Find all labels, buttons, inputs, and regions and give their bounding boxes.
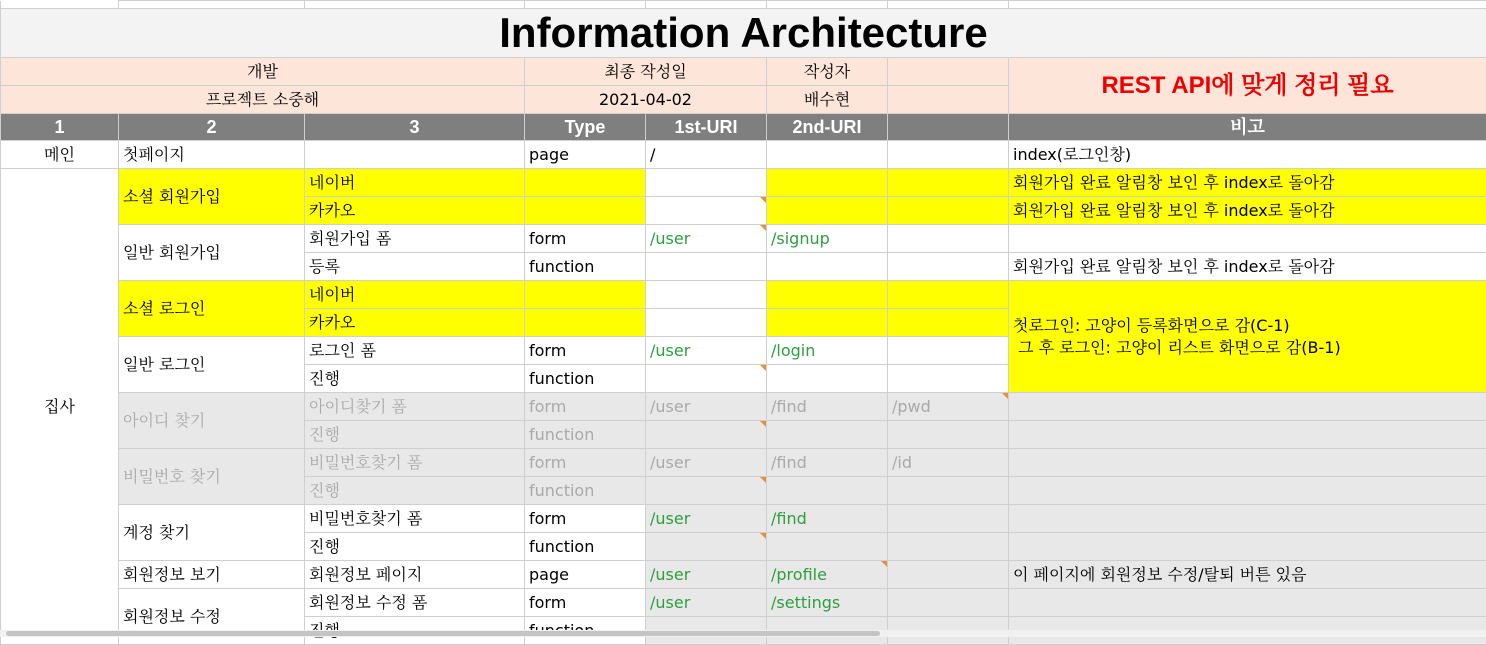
empty-meta-cell[interactable] [888, 86, 1009, 114]
cell-uri2[interactable] [767, 365, 888, 393]
cell-profile-page[interactable]: 회원정보 페이지 [305, 561, 525, 589]
cell-uri3[interactable] [888, 141, 1009, 169]
cell-type[interactable] [525, 197, 646, 225]
cell-remark[interactable]: 이 페이지에 회원정보 수정/탈퇴 버튼 있음 [1009, 561, 1486, 589]
cell-profile-edit[interactable]: 회원정보 수정 [119, 589, 305, 645]
cell-type[interactable]: function [525, 365, 646, 393]
cell-type[interactable]: function [525, 533, 646, 561]
cell-naver[interactable]: 네이버 [305, 169, 525, 197]
cell-type[interactable] [525, 169, 646, 197]
cell-uri1[interactable]: /user [646, 589, 767, 617]
cell-uri2[interactable]: /find [767, 449, 888, 477]
cell-type[interactable]: page [525, 561, 646, 589]
cell-general-login[interactable]: 일반 로그인 [119, 337, 305, 393]
table-row [1, 505, 1486, 533]
cell-uri3[interactable] [888, 197, 1009, 225]
column-header-blank[interactable] [888, 114, 1009, 141]
cell-register[interactable]: 등록 [305, 253, 525, 281]
table-row [1, 393, 1486, 421]
column-header-2nd-uri[interactable]: 2nd-URI [767, 114, 888, 141]
author-label-cell[interactable]: 작성자 [767, 58, 888, 86]
cell-main[interactable]: 메인 [1, 141, 119, 169]
cell-type[interactable]: page [525, 141, 646, 169]
table-row [1, 225, 1486, 253]
last-date-cell[interactable]: 2021-04-02 [525, 86, 767, 114]
cell-uri1[interactable]: /user [646, 225, 767, 253]
cell-uri3[interactable] [888, 561, 1009, 589]
horizontal-scrollbar[interactable] [0, 630, 1486, 637]
cell-uri2[interactable] [767, 197, 888, 225]
cell-uri2[interactable] [767, 141, 888, 169]
table-row [1, 561, 1486, 589]
table-row [1, 281, 1486, 309]
empty-meta-cell[interactable] [888, 58, 1009, 86]
column-header-remark[interactable]: 비고 [1009, 114, 1486, 141]
cell-remark[interactable] [1009, 421, 1486, 449]
column-header-type[interactable]: Type [525, 114, 646, 141]
cell-type[interactable]: form [525, 337, 646, 365]
login-remark-line1: 첫로그인: 고양이 등록화면으로 감(C-1) [1013, 316, 1290, 335]
cell-uri1[interactable]: /user [646, 393, 767, 421]
cell-remark[interactable] [1009, 225, 1486, 253]
cell-uri2[interactable] [767, 533, 888, 561]
cell-uri2[interactable] [767, 281, 888, 309]
cell-type[interactable]: form [525, 449, 646, 477]
cell-uri2[interactable]: /profile [767, 561, 888, 589]
cell-uri3[interactable] [888, 337, 1009, 365]
cell-proceed[interactable]: 진행 [305, 533, 525, 561]
cell-uri2[interactable] [767, 421, 888, 449]
cell-uri3[interactable] [888, 477, 1009, 505]
cell-uri1[interactable]: / [646, 141, 767, 169]
cell-uri2[interactable] [767, 309, 888, 337]
cell-social-login[interactable]: 소셜 로그인 [119, 281, 305, 337]
project-name-cell[interactable]: 프로젝트 소중해 [1, 86, 525, 114]
cell-uri3[interactable]: /pwd [888, 393, 1009, 421]
cell-uri3[interactable] [888, 589, 1009, 617]
rest-api-note-cell[interactable]: REST API에 맞게 정리 필요 [1009, 58, 1486, 114]
column-header-3[interactable]: 3 [305, 114, 525, 141]
scrollbar-thumb[interactable] [6, 631, 880, 636]
cell-naver[interactable]: 네이버 [305, 281, 525, 309]
cell-uri2[interactable] [767, 169, 888, 197]
cell-remark[interactable]: 회원가입 완료 알림창 보인 후 index로 돌아감 [1009, 197, 1486, 225]
cell-proceed[interactable]: 진행 [305, 365, 525, 393]
cell-uri2[interactable] [767, 253, 888, 281]
cell-uri1[interactable] [646, 421, 767, 449]
cell-empty[interactable] [305, 141, 525, 169]
cell-login-form[interactable]: 로그인 폼 [305, 337, 525, 365]
cell-find-id[interactable]: 아이디 찾기 [119, 393, 305, 449]
cell-find-pw-form[interactable]: 비밀번호찾기 폼 [305, 449, 525, 477]
cell-type[interactable]: function [525, 421, 646, 449]
cell-uri1[interactable] [646, 533, 767, 561]
cell-remark[interactable]: index(로그인창) [1009, 141, 1486, 169]
cell-uri1[interactable]: /user [646, 561, 767, 589]
last-date-label-cell[interactable]: 최종 작성일 [525, 58, 767, 86]
cell-uri1[interactable]: /user [646, 449, 767, 477]
cell-remark[interactable] [1009, 393, 1486, 421]
author-cell[interactable]: 배수현 [767, 86, 888, 114]
cell-type[interactable]: form [525, 225, 646, 253]
cell-type[interactable] [525, 309, 646, 337]
cell-remark[interactable]: 회원가입 완료 알림창 보인 후 index로 돌아감 [1009, 253, 1486, 281]
cell-uri2[interactable]: /signup [767, 225, 888, 253]
cell-uri2[interactable]: /find [767, 505, 888, 533]
cell-uri1[interactable] [646, 365, 767, 393]
cell-uri2[interactable]: /settings [767, 589, 888, 617]
cell-type[interactable] [525, 281, 646, 309]
sheet-title[interactable]: Information Architecture [1, 9, 1486, 58]
table-row [1, 589, 1486, 617]
cell-remark[interactable] [1009, 477, 1486, 505]
table-row [1, 449, 1486, 477]
cell-login-remark[interactable] [1009, 281, 1486, 393]
cell-uri3[interactable] [888, 421, 1009, 449]
cell-type[interactable]: form [525, 393, 646, 421]
cell-uri3[interactable]: /id [888, 449, 1009, 477]
column-header-1st-uri[interactable]: 1st-URI [646, 114, 767, 141]
cell-uri1[interactable]: /user [646, 505, 767, 533]
cell-kakao[interactable]: 카카오 [305, 309, 525, 337]
column-header-1[interactable]: 1 [1, 114, 119, 141]
cell-kakao[interactable]: 카카오 [305, 197, 525, 225]
cell-uri3[interactable] [888, 505, 1009, 533]
cell-type[interactable]: function [525, 477, 646, 505]
cell-uri1[interactable]: /user [646, 337, 767, 365]
cell-find-account[interactable]: 계정 찾기 [119, 505, 305, 561]
cell-remark[interactable] [1009, 505, 1486, 533]
table-row [1, 169, 1486, 197]
cell-uri3[interactable] [888, 533, 1009, 561]
table-row [1, 141, 1486, 169]
column-header-row [1, 114, 1486, 141]
cell-uri3[interactable] [888, 225, 1009, 253]
cell-find-account-form[interactable]: 비밀번호찾기 폼 [305, 505, 525, 533]
cell-uri3[interactable] [888, 253, 1009, 281]
cell-uri3[interactable] [888, 309, 1009, 337]
cell-remark[interactable] [1009, 589, 1486, 617]
cell-uri1[interactable] [646, 309, 767, 337]
cell-remark[interactable] [1009, 449, 1486, 477]
top-spacer-row [1, 1, 1486, 9]
cell-find-pw[interactable]: 비밀번호 찾기 [119, 449, 305, 505]
cell-uri1[interactable] [646, 281, 767, 309]
dev-label-cell[interactable]: 개발 [1, 58, 525, 86]
cell-general-signup[interactable]: 일반 회원가입 [119, 225, 305, 281]
cell-uri1[interactable] [646, 253, 767, 281]
cell-remark[interactable] [1009, 533, 1486, 561]
cell-type[interactable]: form [525, 589, 646, 617]
cell-type[interactable]: function [525, 253, 646, 281]
cell-uri1[interactable] [646, 477, 767, 505]
cell-uri3[interactable] [888, 281, 1009, 309]
login-remark-line2: 그 후 로그인: 고양이 리스트 화면으로 감(B-1) [1013, 338, 1341, 357]
cell-group-butler[interactable]: 집사 [1, 169, 119, 645]
cell-type[interactable]: form [525, 505, 646, 533]
cell-uri2[interactable]: /find [767, 393, 888, 421]
cell-uri1[interactable] [646, 169, 767, 197]
cell-proceed[interactable]: 진행 [305, 477, 525, 505]
cell-uri3[interactable] [888, 169, 1009, 197]
cell-proceed[interactable]: 진행 [305, 421, 525, 449]
cell-social-signup[interactable]: 소셜 회원가입 [119, 169, 305, 225]
cell-uri1[interactable] [646, 197, 767, 225]
cell-signup-form[interactable]: 회원가입 폼 [305, 225, 525, 253]
cell-remark[interactable]: 회원가입 완료 알림창 보인 후 index로 돌아감 [1009, 169, 1486, 197]
column-header-2[interactable]: 2 [119, 114, 305, 141]
cell-first-page[interactable]: 첫페이지 [119, 141, 305, 169]
cell-profile-view[interactable]: 회원정보 보기 [119, 561, 305, 589]
cell-edit-form[interactable]: 회원정보 수정 폼 [305, 589, 525, 617]
cell-uri2[interactable]: /login [767, 337, 888, 365]
cell-find-id-form[interactable]: 아이디찾기 폼 [305, 393, 525, 421]
cell-uri2[interactable] [767, 477, 888, 505]
cell-uri3[interactable] [888, 365, 1009, 393]
